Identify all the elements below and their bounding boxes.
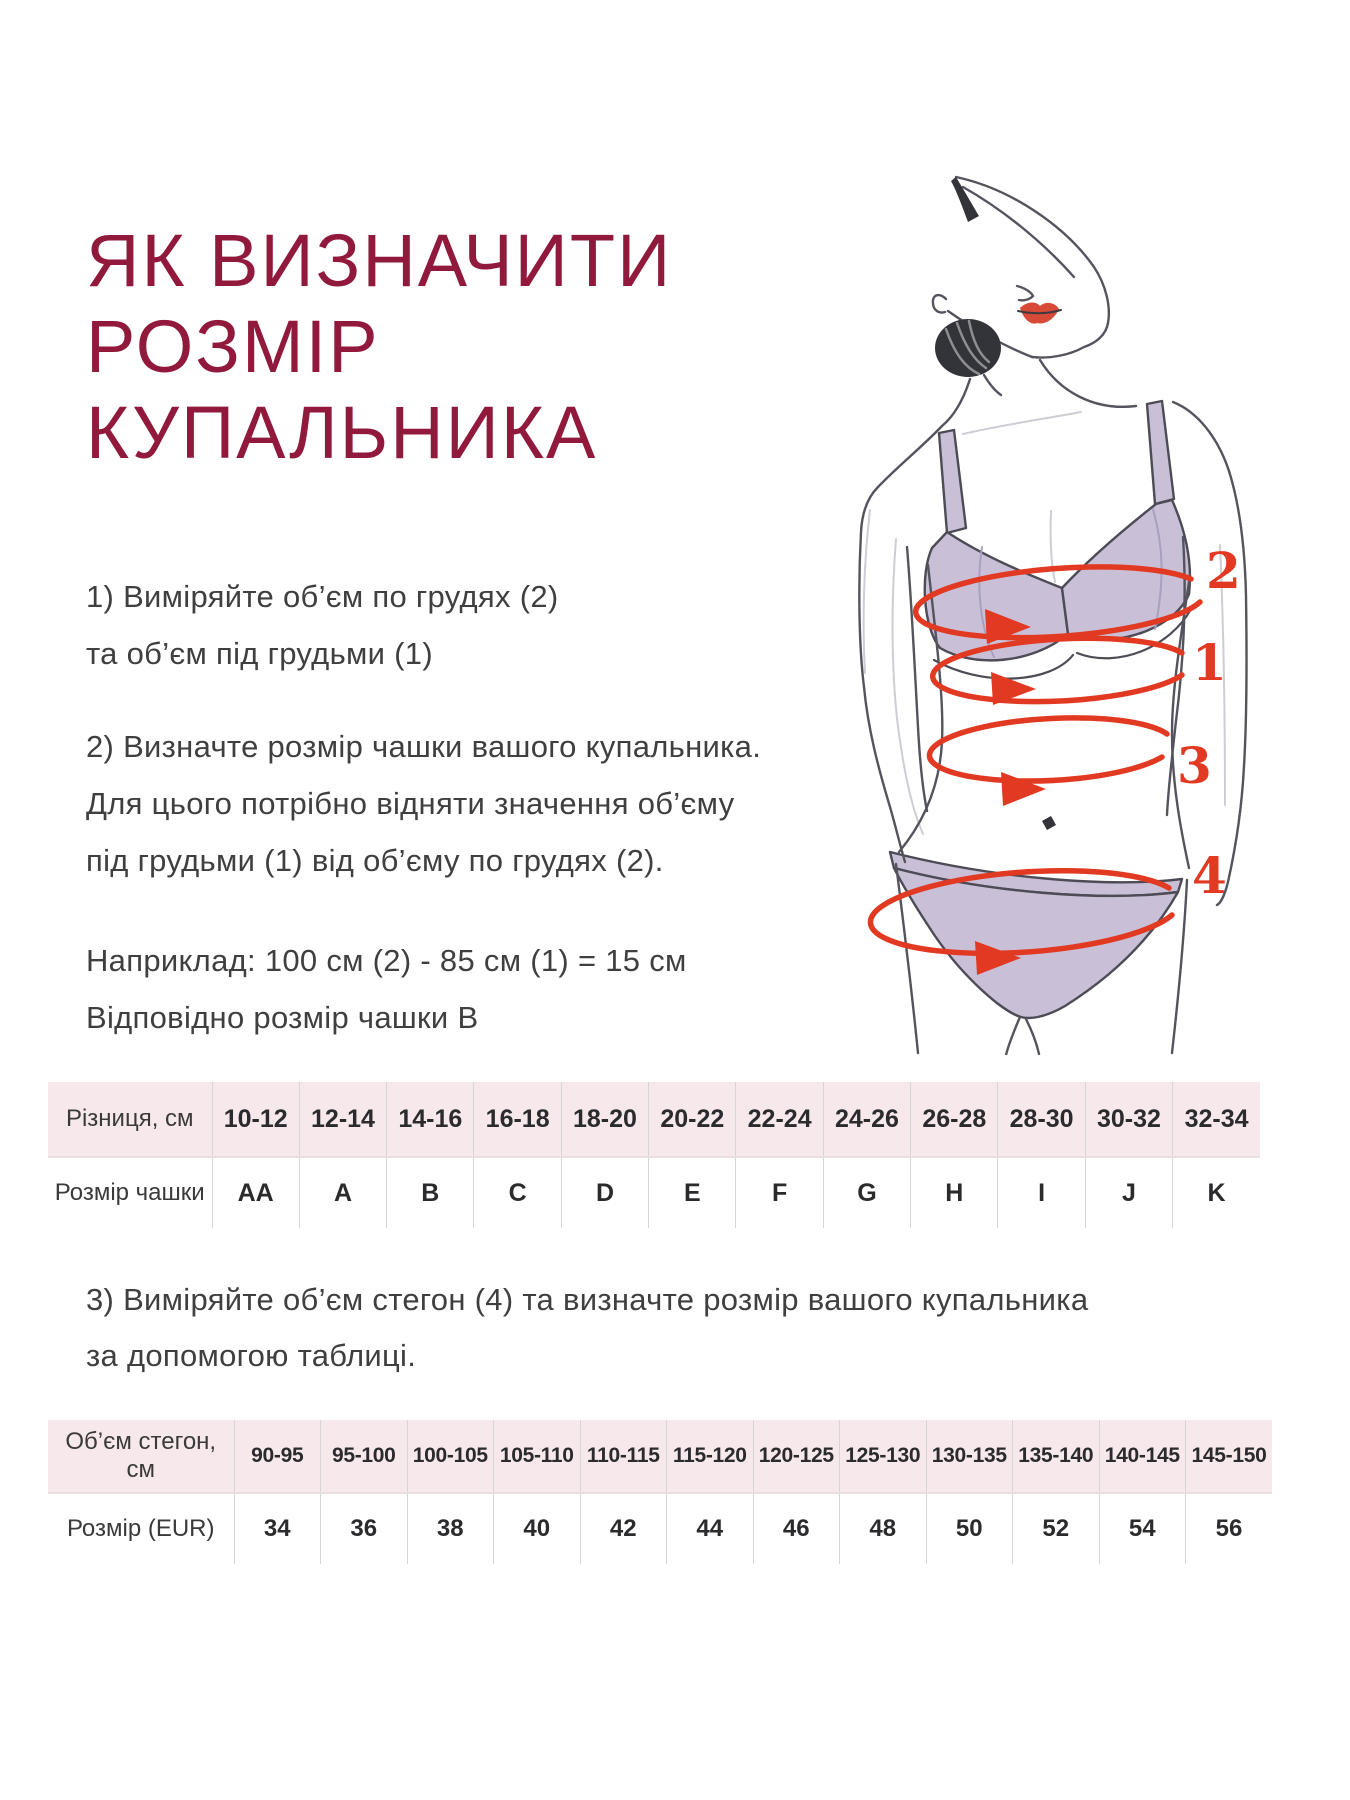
eur-size-cell: 56 xyxy=(1186,1493,1273,1564)
step-3-text xyxy=(86,1272,1088,1384)
diff-range-cell: 20-22 xyxy=(649,1082,736,1157)
underbust-measure-label: 1 xyxy=(1192,633,1227,692)
eur-size-cell: 40 xyxy=(494,1493,581,1564)
bust-measure-label: 2 xyxy=(1206,541,1241,600)
hair-tip xyxy=(951,177,979,222)
hip-range-cell: 145-150 xyxy=(1186,1420,1273,1493)
hip-range-cell: 135-140 xyxy=(1013,1420,1100,1493)
cup-size-cell: I xyxy=(998,1157,1085,1228)
hip-range-cell: 125-130 xyxy=(840,1420,927,1493)
example-line: Відповідно розмір чашки B xyxy=(86,1000,479,1035)
eur-size-cell: 52 xyxy=(1013,1493,1100,1564)
cup-size-cell: C xyxy=(474,1157,561,1228)
step-1-line: та об’єм під грудьми (1) xyxy=(86,636,433,671)
step-3-line: 3) Виміряйте об’єм стегон (4) та визначте розмір вашого купальника xyxy=(86,1282,1089,1317)
step-2-line: 2) Визначте розмір чашки вашого купальника. xyxy=(86,729,762,764)
woman-sketch-icon xyxy=(720,115,1340,1055)
hip-range-cell: 90-95 xyxy=(234,1420,321,1493)
cup-size-cell: AA xyxy=(212,1157,299,1228)
step-1-text xyxy=(86,568,558,682)
diff-range-cell: 24-26 xyxy=(823,1082,910,1157)
eur-table-size-label: Розмір (EUR) xyxy=(66,1515,215,1542)
diff-range-cell: 14-16 xyxy=(387,1082,474,1157)
step-1-line: 1) Виміряйте об’єм по грудях (2) xyxy=(86,579,559,614)
navel-dot xyxy=(1042,816,1056,830)
step-3-line: за допомогою таблиці. xyxy=(86,1338,417,1373)
hip-range-cell: 140-145 xyxy=(1099,1420,1186,1493)
step-2-text xyxy=(86,718,761,889)
cup-size-cell: J xyxy=(1085,1157,1172,1228)
hip-range-cell: 130-135 xyxy=(926,1420,1013,1493)
page-title-line: КУПАЛЬНИКА xyxy=(86,391,598,474)
eur-size-table xyxy=(48,1420,1272,1564)
page-title-line: РОЗМІР xyxy=(86,305,380,388)
cup-size-cell: B xyxy=(387,1157,474,1228)
hip-range-cell: 120-125 xyxy=(753,1420,840,1493)
hip-range-cell: 115-120 xyxy=(667,1420,754,1493)
cup-size-table xyxy=(48,1082,1260,1228)
diff-range-cell: 30-32 xyxy=(1085,1082,1172,1157)
hip-range-cell: 95-100 xyxy=(321,1420,408,1493)
measurement-figure-illustration xyxy=(720,115,1340,1055)
diff-range-cell: 26-28 xyxy=(911,1082,998,1157)
cup-table-diff-label: Різниця, см xyxy=(48,1082,212,1157)
diff-range-cell: 22-24 xyxy=(736,1082,823,1157)
waist-arrow-icon xyxy=(1001,772,1046,806)
diff-range-cell: 28-30 xyxy=(998,1082,1085,1157)
hip-measure-label: 4 xyxy=(1192,846,1227,905)
eur-size-cell: 34 xyxy=(234,1493,321,1564)
cup-table-body-row xyxy=(48,1157,1260,1228)
cup-table-header-row xyxy=(48,1082,1260,1157)
eur-size-cell: 44 xyxy=(667,1493,754,1564)
eur-size-cell: 54 xyxy=(1099,1493,1186,1564)
cup-size-cell: G xyxy=(823,1157,910,1228)
example-line: Наприклад: 100 см (2) - 85 см (1) = 15 см xyxy=(86,943,687,978)
waist-measure-label: 3 xyxy=(1177,736,1212,795)
eur-table-header-row xyxy=(48,1420,1272,1493)
eur-size-cell: 48 xyxy=(840,1493,927,1564)
waist-measure-loop xyxy=(929,718,1167,781)
example-text xyxy=(86,932,687,1046)
diff-range-cell: 12-14 xyxy=(299,1082,386,1157)
hip-range-cell: 105-110 xyxy=(494,1420,581,1493)
eur-size-cell: 50 xyxy=(926,1493,1013,1564)
diff-range-cell: 16-18 xyxy=(474,1082,561,1157)
cup-table-cup-label: Розмір чашки xyxy=(54,1179,205,1206)
eur-size-cell: 46 xyxy=(753,1493,840,1564)
diff-range-cell: 32-34 xyxy=(1173,1082,1260,1157)
hip-range-cell: 110-115 xyxy=(580,1420,667,1493)
eur-table-body-row xyxy=(48,1493,1272,1564)
hip-range-cell: 100-105 xyxy=(407,1420,494,1493)
diff-range-cell: 10-12 xyxy=(212,1082,299,1157)
step-2-line: Для цього потрібно відняти значення об’єму xyxy=(86,786,735,821)
eur-size-cell: 42 xyxy=(580,1493,667,1564)
eur-size-cell: 36 xyxy=(321,1493,408,1564)
cup-size-cell: E xyxy=(649,1157,736,1228)
diff-range-cell: 18-20 xyxy=(561,1082,648,1157)
eur-size-cell: 38 xyxy=(407,1493,494,1564)
step-2-line: під грудьми (1) від об’єму по грудях (2). xyxy=(86,843,664,878)
cup-size-cell: K xyxy=(1173,1157,1260,1228)
cup-size-cell: F xyxy=(736,1157,823,1228)
page-title-line: ЯК ВИЗНАЧИТИ xyxy=(86,219,673,302)
cup-size-cell: D xyxy=(561,1157,648,1228)
cup-size-cell: A xyxy=(299,1157,386,1228)
eur-table-hip-label: Об’єм стегон, см xyxy=(48,1420,234,1493)
page-title xyxy=(86,218,672,476)
cup-size-cell: H xyxy=(911,1157,998,1228)
